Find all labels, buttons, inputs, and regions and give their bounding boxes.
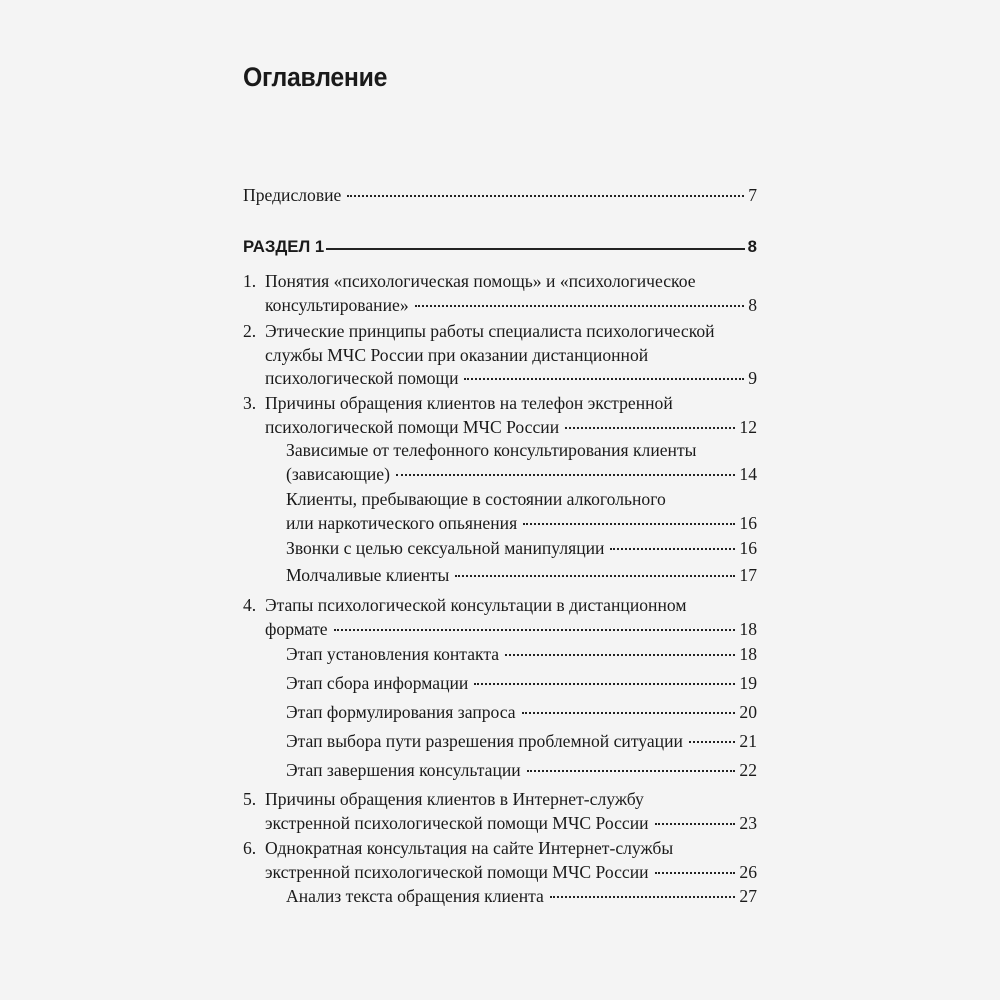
entry-title-line: или наркотического опьянения [286, 512, 518, 533]
page-number: 18 [739, 618, 757, 639]
page-number: 14 [739, 463, 757, 484]
page-number: 12 [739, 416, 757, 437]
toc-entry-chapter-2[interactable] [243, 320, 757, 391]
entry-title-line: Этапы психологической консультации в дистанционном [265, 595, 687, 615]
toc-subentry-dependent-clients[interactable] [243, 439, 757, 486]
entry-title: Молчаливые клиенты [286, 565, 450, 585]
toc-subentry-sexual-manipulation[interactable] [243, 537, 757, 561]
entry-title: Анализ текста обращения клиента [286, 886, 544, 906]
page-number: 9 [748, 368, 757, 388]
chapter-number: 3. [243, 393, 257, 413]
dot-leader [455, 575, 735, 577]
entry-title-line: консультирование» [265, 294, 409, 315]
section-title: РАЗДЕЛ 1 [243, 237, 325, 256]
dot-leader [655, 872, 736, 874]
toc-subentry-solution-stage[interactable] [243, 730, 757, 754]
dot-leader [565, 427, 735, 429]
toc-subentry-silent-clients[interactable] [243, 564, 757, 588]
chapter-number: 1. [243, 271, 257, 291]
page-number: 18 [739, 644, 757, 664]
page-number: 17 [739, 565, 757, 585]
chapter-number: 4. [243, 595, 257, 615]
dot-leader [505, 654, 735, 656]
dot-leader [655, 823, 736, 825]
chapter-number: 6. [243, 838, 257, 858]
entry-title-line: экстренной психологической помощи МЧС России [265, 812, 649, 833]
entry-title: Этап установления контакта [286, 644, 500, 664]
toc-entry-section-1[interactable] [243, 235, 757, 259]
page-number: 7 [748, 185, 757, 205]
page-number: 16 [739, 512, 757, 533]
toc-entry-preface[interactable] [243, 184, 757, 208]
toc-subentry-contact-stage[interactable] [243, 643, 757, 667]
dot-leader [610, 548, 735, 550]
page-number: 22 [739, 760, 757, 780]
page-number: 16 [739, 538, 757, 558]
dot-leader [550, 896, 736, 898]
dot-leader [464, 378, 744, 380]
dot-leader [334, 629, 736, 631]
entry-title-line: (зависающие) [286, 463, 390, 484]
page-number: 26 [739, 861, 757, 882]
page-number: 8 [747, 237, 757, 256]
toc-subentry-completion-stage[interactable] [243, 759, 757, 783]
entry-title-line: Однократная консультация на сайте Интернет-службы [265, 838, 674, 858]
page-title: Оглавление [243, 62, 388, 92]
entry-title-line: Этические принципы работы специалиста психологической [265, 321, 715, 341]
entry-title-line: психологической помощи [265, 368, 459, 388]
entry-title-line: формате [265, 618, 328, 639]
entry-title-line: службы МЧС России при оказании дистанционной [265, 344, 649, 365]
dot-leader [415, 305, 745, 307]
dot-leader [347, 195, 744, 197]
toc-entry-chapter-5[interactable] [243, 788, 757, 835]
chapter-number: 2. [243, 321, 257, 341]
toc-subentry-intoxicated-clients[interactable] [243, 488, 757, 535]
solid-leader [326, 248, 744, 250]
dot-leader [474, 683, 735, 685]
dot-leader [527, 770, 736, 772]
toc-entry-chapter-3[interactable] [243, 392, 757, 439]
entry-title-line: психологической помощи МЧС России [265, 416, 560, 437]
dot-leader [523, 523, 735, 525]
entry-title-line: Причины обращения клиентов на телефон экстренной [265, 393, 673, 413]
toc-entry-chapter-4[interactable] [243, 594, 757, 641]
entry-title-line: Клиенты, пребывающие в состоянии алкогольного [286, 489, 666, 509]
dot-leader [689, 741, 735, 743]
chapter-number: 5. [243, 789, 257, 809]
page-number: 8 [748, 294, 757, 315]
entry-title-line: Понятия «психологическая помощь» и «психологическое [265, 271, 696, 291]
page-number: 27 [739, 886, 757, 906]
entry-title: Звонки с целью сексуальной манипуляции [286, 538, 605, 558]
dot-leader [522, 712, 736, 714]
entry-title: Предисловие [243, 185, 342, 205]
toc-subentry-information-stage[interactable] [243, 672, 757, 696]
toc-subentry-text-analysis[interactable] [243, 885, 757, 909]
page-number: 23 [739, 812, 757, 833]
toc-entry-chapter-6[interactable] [243, 837, 757, 884]
entry-title: Этап выбора пути разрешения проблемной ситуации [286, 731, 683, 751]
dot-leader [396, 474, 735, 476]
entry-title: Этап формулирования запроса [286, 702, 516, 722]
page-number: 20 [739, 702, 757, 722]
page-number: 19 [739, 673, 757, 693]
entry-title-line: Причины обращения клиентов в Интернет-службу [265, 789, 644, 809]
entry-title: Этап завершения консультации [286, 760, 521, 780]
toc-entry-chapter-1[interactable] [243, 270, 757, 317]
entry-title-line: экстренной психологической помощи МЧС России [265, 861, 649, 882]
entry-title-line: Зависимые от телефонного консультирования клиенты [286, 440, 697, 460]
toc-subentry-request-stage[interactable] [243, 701, 757, 725]
page-number: 21 [739, 731, 757, 751]
entry-title: Этап сбора информации [286, 673, 469, 693]
